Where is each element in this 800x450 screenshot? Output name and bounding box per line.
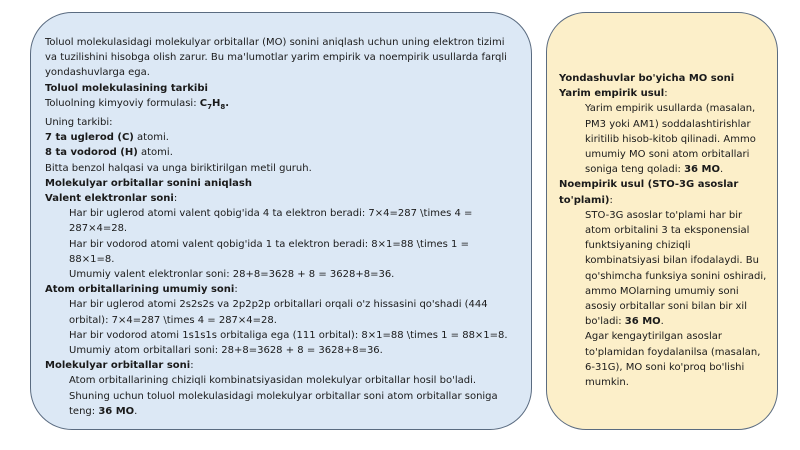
- valence-hydrogen: Har bir vodorod atomi valent qobig'ida 1 ta elektron beradi: 8×1=88 \times 1 = 88×1=8.: [69, 238, 469, 265]
- contents-label: Uning tarkibi:: [45, 117, 113, 129]
- semi-empirical-result: 36 MO: [684, 164, 720, 176]
- non-empirical-heading: Noempirik usul (STO-3G asoslar to'plami):: [559, 179, 739, 206]
- intro-paragraph: Toluol molekulasidagi molekulyar orbitallar (MO) sonini aniqlash uchun uning elektron tizimi va tuzilishini hisobga olish zarur. Bu ma'lumotlar yarim empirik va noempirik usullarda farqli yondashuvlarga ega.: [45, 37, 507, 79]
- semi-empirical-heading: Yarim empirik usul:: [559, 88, 668, 100]
- approaches-heading: Yondashuvlar bo'yicha MO soni: [559, 73, 735, 84]
- chemical-formula: $C_7H_8$.: [199, 97, 230, 111]
- atomic-total: Umumiy atom orbitallari soni: 28+8=3628 + 8 = 3628+8=36.: [69, 345, 383, 357]
- mo-heading: Molekulyar orbitallar soni:: [45, 360, 194, 372]
- non-empirical-result: 36 MO: [624, 316, 661, 328]
- extended-basis-note: Agar kengaytirilgan asoslar to'plamidan foydalanilsa (masalan, 6-31G), MO soni ko'proq bo'lishi mumkin.: [585, 331, 761, 389]
- mo-result: 36 MO: [98, 405, 135, 417]
- valence-carbon: Har bir uglerod atomi valent qobig'ida 4 ta elektron beradi: 7×4=287 \times 4 = 287×4=28.: [69, 208, 473, 235]
- mo-conclusion: Atom orbitallarining chiziqli kombinatsiyasidan molekulyar orbitallar hosil bo'ladi. Shuning uchun toluol molekulasidagi molekulyar orbitallar soni atom orbitallar soniga teng: 36 MO.: [69, 375, 498, 417]
- semi-empirical-text: Yarim empirik usullarda (masalan, PM3 yoki AM1) soddalashtirishlar kiritilib hisob-kitob qilinadi. Ammo umumiy MO soni atom orbitallari soniga teng qoladi: 36 MO.: [585, 103, 756, 176]
- formula-line: Toluolning kimyoviy formulasi: $C_7H_8$.: [45, 97, 230, 111]
- composition-heading: Toluol molekulasining tarkibi: [45, 82, 208, 94]
- atomic-orbitals-heading: Atom orbitallarining umumiy soni:: [45, 284, 238, 296]
- mo-count-heading: Molekulyar orbitallar sonini aniqlash: [45, 177, 252, 189]
- carbon-count: 7 ta uglerod (C) atomi.: [45, 132, 169, 144]
- atomic-carbon: Har bir uglerod atomi 2s2s2s va 2p2p2p orbitallari orqali o'z hissasini qo'shadi (444 orbital): 7×4=287 \times 4 = 287×4=28.: [69, 299, 488, 326]
- main-explanation-panel: [30, 12, 532, 430]
- benzene-note: Bitta benzol halqasi va unga biriktirilgan metil guruh.: [45, 162, 312, 174]
- valence-heading: Valent elektronlar soni:: [45, 193, 178, 205]
- hydrogen-count: 8 ta vodorod (H) atomi.: [45, 147, 173, 159]
- atomic-hydrogen: Har bir vodorod atomi 1s1s1s orbitaliga ega (111 orbital): 8×1=88 \times 1 = 88×1=8.: [69, 329, 508, 341]
- non-empirical-text: STO-3G asoslar to'plami har bir atom orbitalini 3 ta eksponensial funktsiyaning chiziqli kombinatsiyasi bilan ifodalaydi. Bu qo'shimcha funksiya sonini oshiradi, ammo MOlarning umumiy soni asosiy orbitallar soni bilan bir xil bo'ladi: 36 MO.: [585, 209, 767, 328]
- valence-total: Umumiy valent elektronlar soni: 28+8=3628 + 8 = 3628+8=36.: [69, 269, 395, 281]
- approaches-panel: [546, 12, 778, 430]
